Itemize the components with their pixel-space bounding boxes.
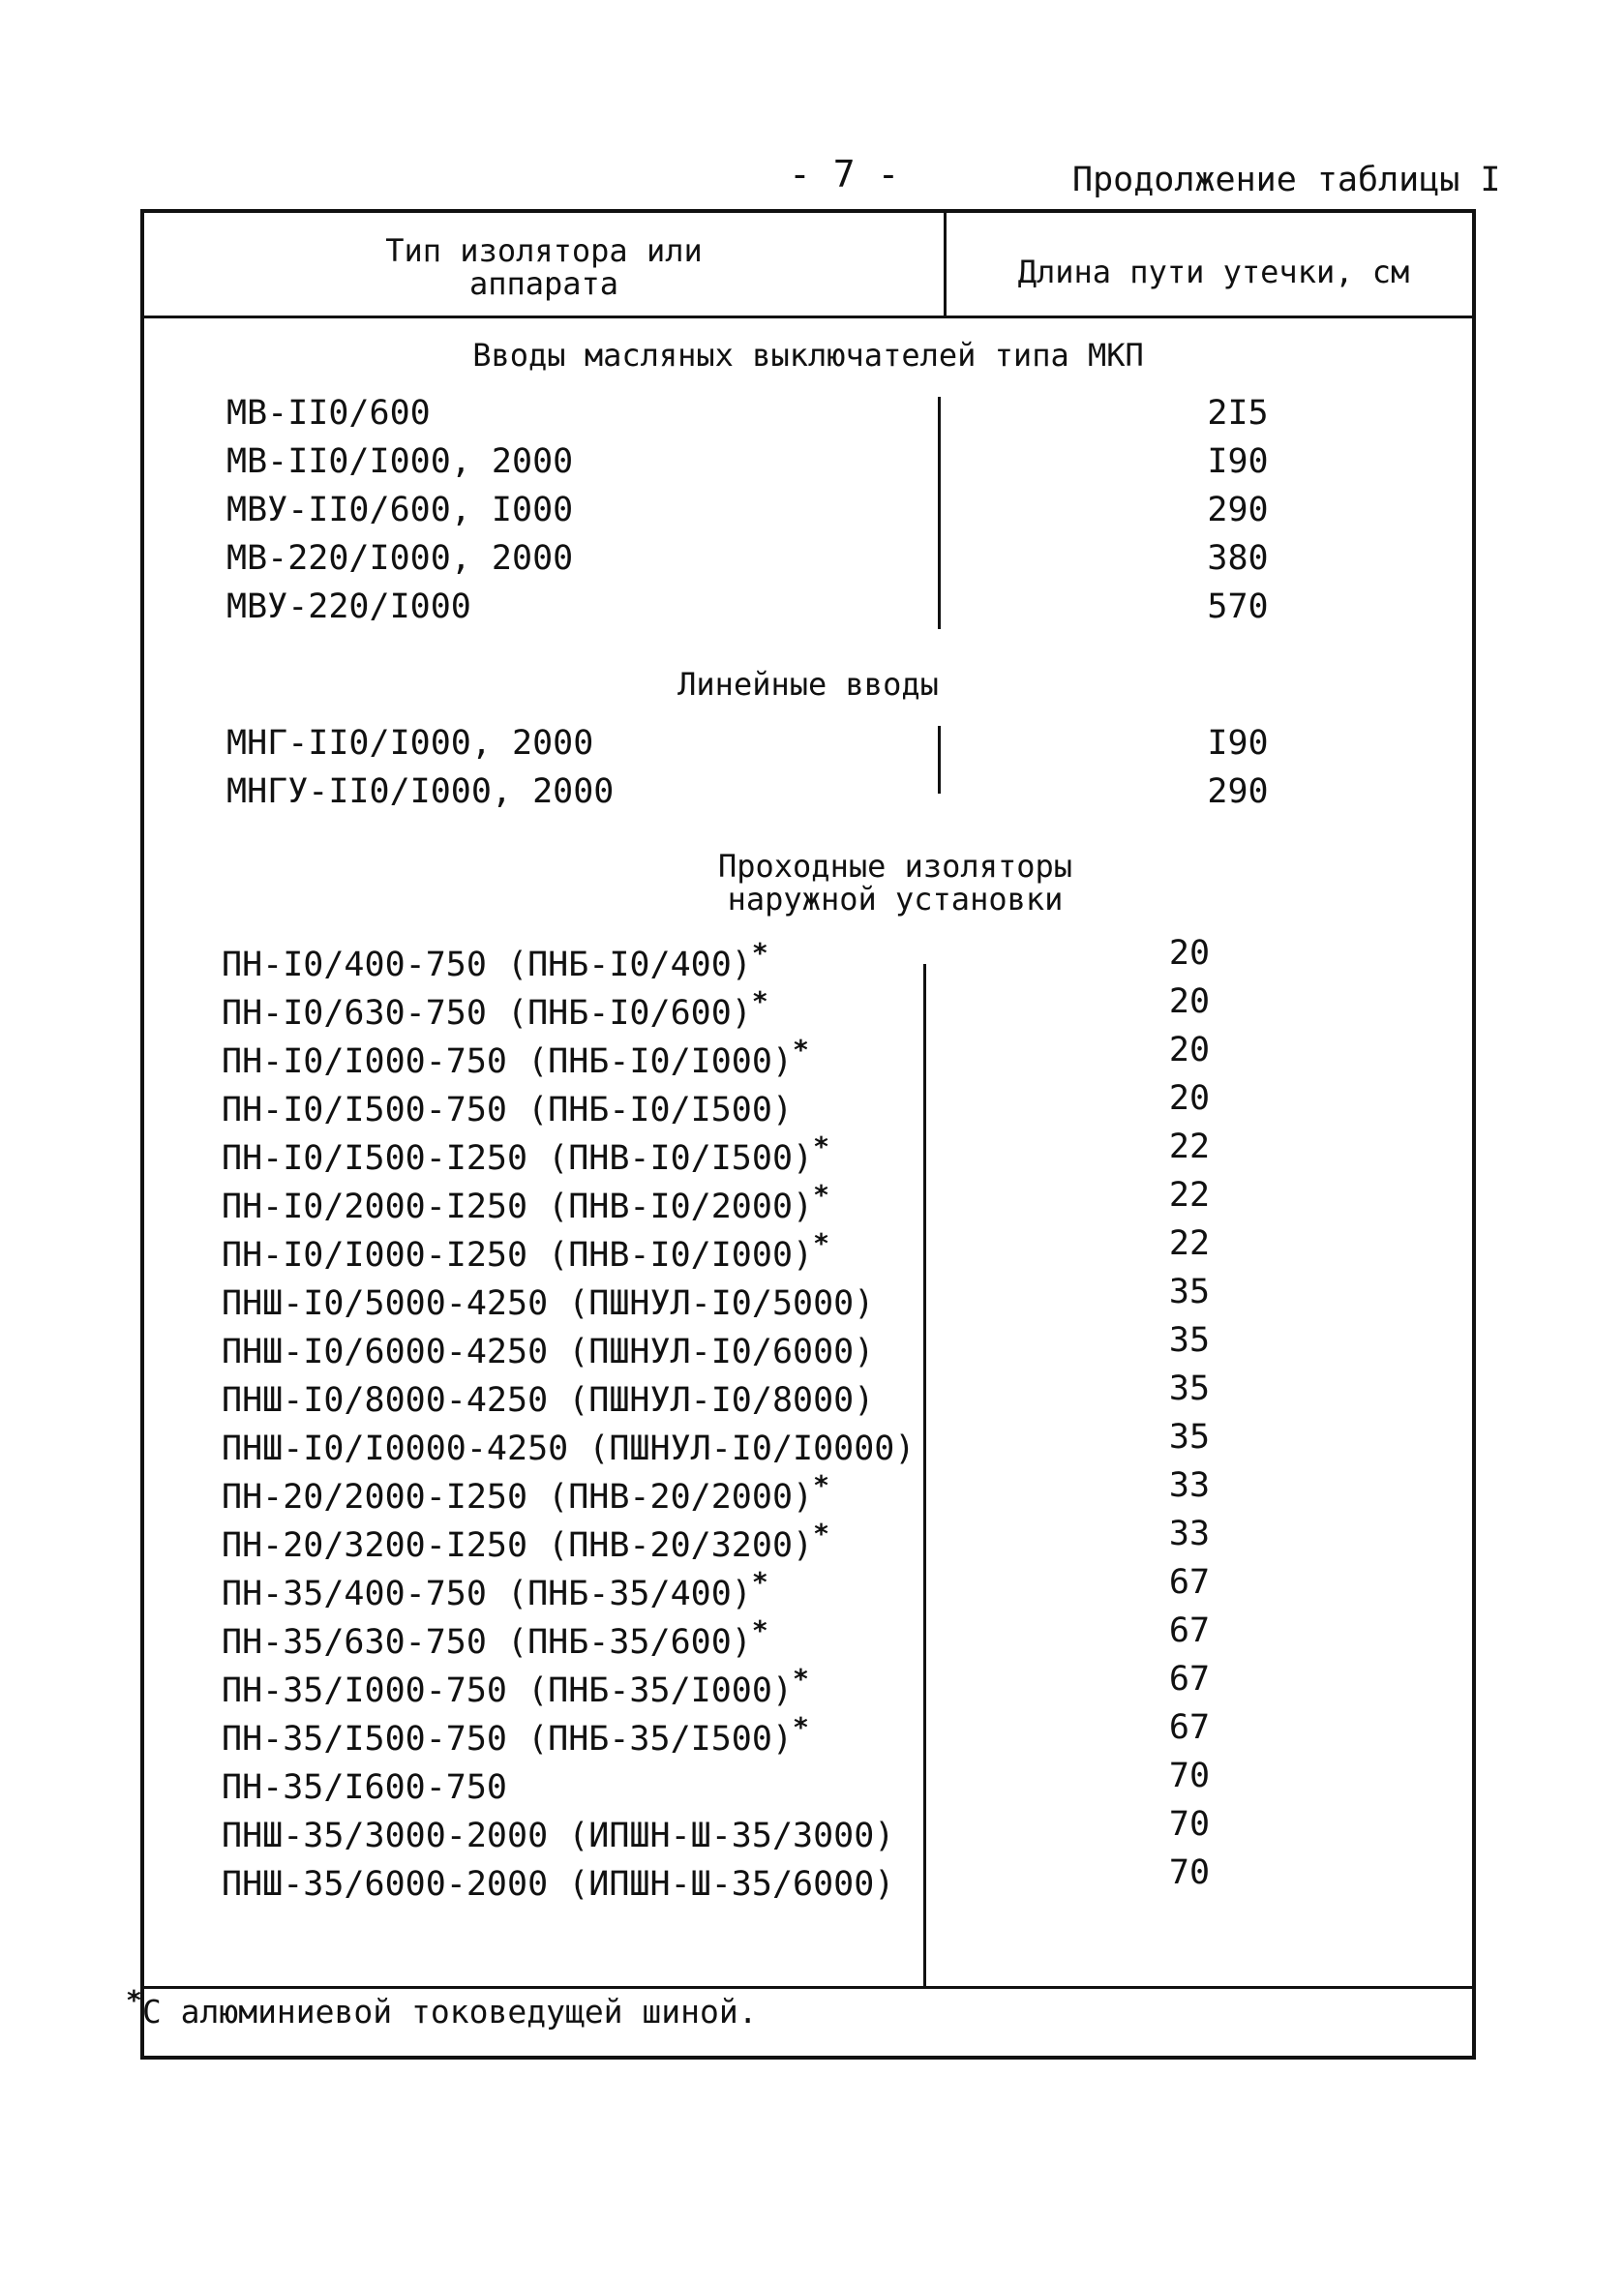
- row-name: ПН-35/400-750 (ПНБ-35/400)*: [222, 1566, 768, 1613]
- data-table: [140, 209, 1476, 2060]
- row-name: МВ-220/I000, 2000: [226, 539, 574, 578]
- row-value: 67: [1168, 1660, 1211, 1699]
- table-row: [144, 1316, 1472, 1371]
- row-value: 20: [1168, 934, 1211, 973]
- table-row: [144, 978, 1472, 1033]
- row-value: 20: [1168, 982, 1211, 1021]
- row-value: 70: [1168, 1757, 1211, 1795]
- table-row: [144, 583, 1472, 631]
- row-value: 67: [1168, 1611, 1211, 1650]
- header-col-type-line1: Тип изолятора или: [385, 232, 703, 269]
- table-row: [144, 534, 1472, 583]
- row-name: МВ-II0/I000, 2000: [226, 442, 574, 481]
- row-name: ПН-20/3200-I250 (ПНВ-20/3200)*: [222, 1518, 829, 1565]
- row-name: ПН-I0/I500-I250 (ПНВ-I0/I500)*: [222, 1130, 829, 1178]
- table-row: [144, 1703, 1472, 1759]
- table-row: [144, 719, 1472, 767]
- section-title-line2: наружной установки: [727, 881, 1064, 918]
- row-name: ПН-I0/400-750 (ПНБ-I0/400)*: [222, 937, 768, 984]
- footnote: [126, 1984, 758, 2031]
- row-name: ПНШ-I0/5000-4250 (ПШНУЛ-I0/5000): [222, 1284, 875, 1323]
- row-value: 20: [1168, 1031, 1211, 1069]
- row-name: МВУ-II0/600, I000: [226, 491, 574, 529]
- table-row: [144, 486, 1472, 534]
- row-value: I90: [1207, 724, 1269, 763]
- table-row: [144, 1800, 1472, 1855]
- row-value: 22: [1168, 1128, 1211, 1166]
- row-value: 290: [1207, 491, 1269, 529]
- row-value: 20: [1168, 1079, 1211, 1118]
- row-value: I90: [1207, 442, 1269, 481]
- row-name: ПН-I0/I500-750 (ПНБ-I0/I500): [222, 1091, 794, 1129]
- row-name: ПН-I0/2000-I250 (ПНВ-I0/2000)*: [222, 1179, 829, 1226]
- table-row: [144, 1607, 1472, 1662]
- row-name: ПН-35/I600-750: [222, 1768, 508, 1807]
- row-name: ПН-35/I500-750 (ПНБ-35/I500)*: [222, 1711, 809, 1759]
- table-row: [144, 1849, 1472, 1904]
- row-name: ПНШ-35/6000-2000 (ИПШН-Ш-35/6000): [222, 1865, 895, 1904]
- row-name: ПН-20/2000-I250 (ПНВ-20/2000)*: [222, 1469, 829, 1517]
- table-row: [144, 1268, 1472, 1323]
- table-row: [144, 1074, 1472, 1129]
- section-title-oil-breaker-bushings: Вводы масляных выключателей типа МКП: [472, 337, 1144, 374]
- row-value: 2I5: [1207, 394, 1269, 433]
- header-col-type: [144, 234, 944, 300]
- row-name: ПН-35/I000-750 (ПНБ-35/I000)*: [222, 1663, 809, 1710]
- row-name: ПНШ-35/3000-2000 (ИПШН-Ш-35/3000): [222, 1817, 895, 1855]
- table-row: [144, 1558, 1472, 1613]
- row-value: 22: [1168, 1176, 1211, 1215]
- table-row: [144, 767, 1472, 816]
- row-name: ПН-I0/I000-750 (ПНБ-I0/I000)*: [222, 1034, 809, 1081]
- row-name: ПНШ-I0/I0000-4250 (ПШНУЛ-I0/I0000): [222, 1429, 916, 1468]
- row-name: МВУ-220/I000: [226, 587, 471, 626]
- table-row: [144, 1752, 1472, 1807]
- row-value: 33: [1168, 1466, 1211, 1505]
- row-value: 35: [1168, 1418, 1211, 1457]
- table-row: [144, 929, 1472, 984]
- page-number: - 7 -: [789, 153, 900, 196]
- row-value: 570: [1207, 587, 1269, 626]
- row-value: 67: [1168, 1563, 1211, 1602]
- footnote-mark: *: [126, 1984, 142, 2016]
- section-title-outdoor-insulators: [144, 850, 1472, 916]
- table-row: [144, 1510, 1472, 1565]
- table-row: [144, 389, 1472, 437]
- section-title-line-bushings: Линейные вводы: [677, 666, 939, 703]
- row-value: 35: [1168, 1369, 1211, 1408]
- table-row: [144, 437, 1472, 486]
- row-value: 70: [1168, 1805, 1211, 1844]
- row-value: 35: [1168, 1321, 1211, 1360]
- row-name: ПНШ-I0/6000-4250 (ПШНУЛ-I0/6000): [222, 1333, 875, 1371]
- row-name: МВ-II0/600: [226, 394, 431, 433]
- table-row: [144, 1655, 1472, 1710]
- row-value: 70: [1168, 1853, 1211, 1892]
- row-name: ПНШ-I0/8000-4250 (ПШНУЛ-I0/8000): [222, 1381, 875, 1420]
- table-row: [144, 1171, 1472, 1226]
- row-value: 33: [1168, 1515, 1211, 1553]
- table-row: [144, 1026, 1472, 1081]
- header-col-length: Длина пути утечки, см: [1017, 254, 1410, 290]
- header-divider: [144, 316, 1472, 318]
- row-name: МНГ-II0/I000, 2000: [226, 724, 594, 763]
- row-name: ПН-I0/I000-I250 (ПНВ-I0/I000)*: [222, 1227, 829, 1275]
- section-title-line1: Проходные изоляторы: [717, 848, 1073, 885]
- table-row: [144, 1413, 1472, 1468]
- header-col-type-line2: аппарата: [468, 265, 619, 302]
- table-continuation-label: Продолжение таблицы I: [1072, 161, 1501, 199]
- footnote-text: С алюминиевой токоведущей шиной.: [141, 1993, 758, 2031]
- row-value: 380: [1207, 539, 1269, 578]
- row-value: 290: [1207, 772, 1269, 811]
- row-name: ПН-35/630-750 (ПНБ-35/600)*: [222, 1614, 768, 1662]
- table-row: [144, 1365, 1472, 1420]
- row-value: 67: [1168, 1708, 1211, 1747]
- row-value: 35: [1168, 1273, 1211, 1311]
- table-row: [144, 1219, 1472, 1275]
- row-value: 22: [1168, 1224, 1211, 1263]
- header-column-divider: [944, 213, 947, 317]
- table-row: [144, 1461, 1472, 1517]
- table-row: [144, 1123, 1472, 1178]
- row-name: МНГУ-II0/I000, 2000: [226, 772, 615, 811]
- row-name: ПН-I0/630-750 (ПНБ-I0/600)*: [222, 985, 768, 1033]
